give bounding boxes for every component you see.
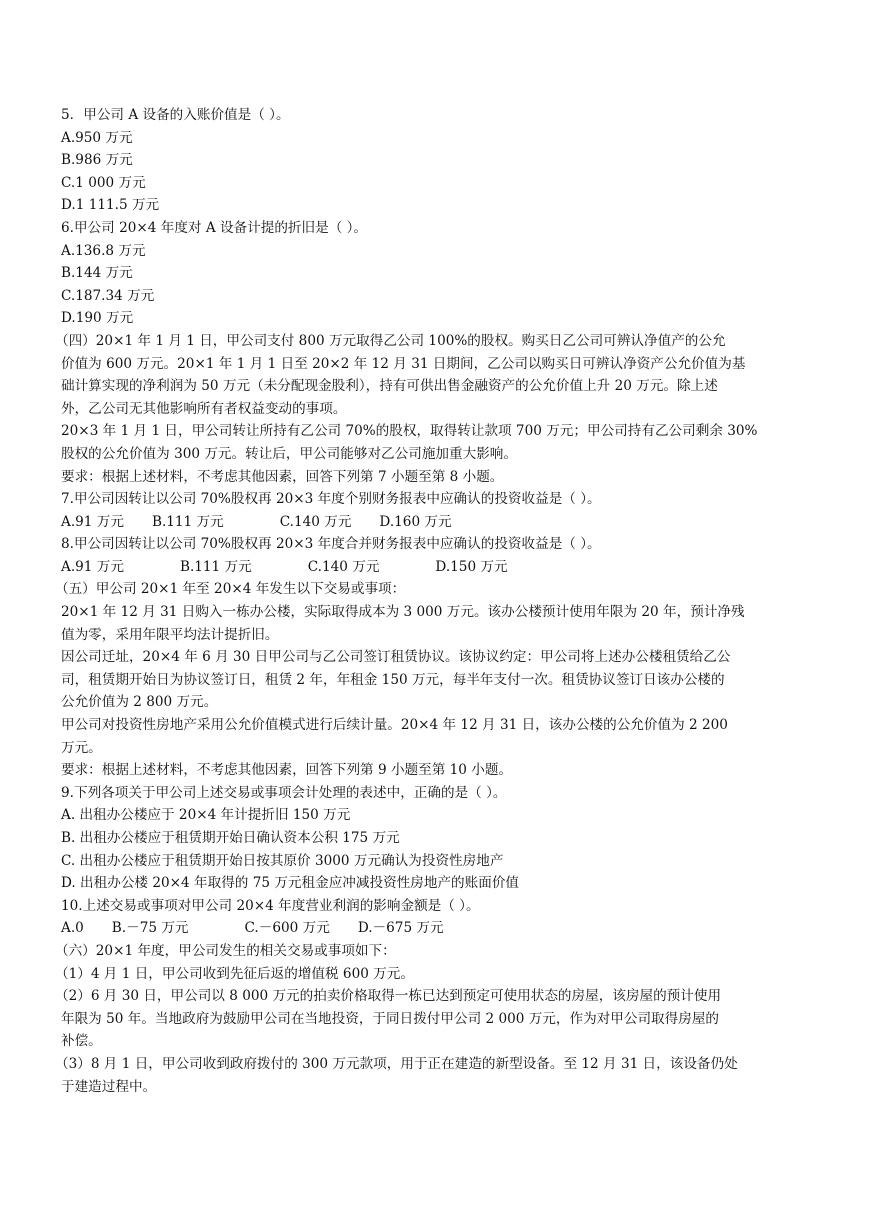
q7-option-b: B.111 万元 xyxy=(151,513,224,530)
q7-option-d: D.160 万元 xyxy=(379,513,452,530)
case-5-paragraph: 万元。 xyxy=(61,739,102,756)
q10-options xyxy=(61,917,801,940)
document-body xyxy=(55,104,801,1098)
case-6-item-1: （1）4 月 1 日，甲公司收到先征后返的增值税 600 万元。 xyxy=(55,965,414,982)
case-6-item-3: 于建造过程中。 xyxy=(61,1078,157,1095)
q6-option-b: B.144 万元 xyxy=(61,265,133,282)
case-4-paragraph: 外，乙公司无其他影响所有者权益变动的事项。 xyxy=(61,400,347,417)
case-4-paragraph: 股权的公允价值为 300 万元。转让后，甲公司能够对乙公司施加重大影响。 xyxy=(61,445,517,462)
case-4-paragraph: 价值为 600 万元。20×1 年 1 月 1 日至 20×2 年 12 月 31 日期间，乙公司以购买日可辨认净资产公允价值为基 xyxy=(61,355,746,372)
q10-option-c: C.－600 万元 xyxy=(244,920,330,937)
q6-option-a: A.136.8 万元 xyxy=(61,242,146,259)
q7-option-c: C.140 万元 xyxy=(279,513,352,530)
q5-option-c: C.1 000 万元 xyxy=(61,174,146,191)
case-4-requirement: 要求：根据上述材料，不考虑其他因素，回答下列第 7 小题至第 8 小题。 xyxy=(61,468,504,485)
q7-options xyxy=(61,511,801,534)
q5-option-a: A.950 万元 xyxy=(61,129,133,146)
q8-option-d: D.150 万元 xyxy=(435,558,508,575)
q5-option-d: D.1 111.5 万元 xyxy=(61,197,160,214)
case-5-paragraph: 20×1 年 12 月 31 日购入一栋办公楼，实际取得成本为 3 000 万元。该办公楼预计使用年限为 20 年，预计净残 xyxy=(61,604,745,621)
question-5: 5．甲公司 A 设备的入账价值是（ ）。 xyxy=(61,107,290,123)
case-6-item-2: 补偿。 xyxy=(61,1033,102,1050)
case-5-paragraph: 值为零，采用年限平均法计提折旧。 xyxy=(61,626,279,643)
case-6-item-2: 年限为 50 年。当地政府为鼓励甲公司在当地投资，于同日拨付甲公司 2 000 万元，作为对甲公司取得房屋的 xyxy=(61,1010,720,1027)
q9-option-a: A. 出租办公楼应于 20×4 年计提折旧 150 万元 xyxy=(61,807,351,824)
case-6-heading: （六）20×1 年度，甲公司发生的相关交易或事项如下： xyxy=(55,942,396,959)
case-5-requirement: 要求：根据上述材料，不考虑其他因素，回答下列第 9 小题至第 10 小题。 xyxy=(61,762,513,779)
q8-option-c: C.140 万元 xyxy=(307,558,380,575)
case-5-paragraph: 甲公司对投资性房地产采用公允价值模式进行后续计量。20×4 年 12 月 31 日，该办公楼的公允价值为 2 200 xyxy=(61,717,728,734)
q8-option-b: B.111 万元 xyxy=(179,558,252,575)
case-4-paragraph: 20×3 年 1 月 1 日，甲公司转让所持有乙公司 70%的股权，取得转让款项 700 万元；甲公司持有乙公司剩余 30% xyxy=(61,423,758,440)
q6-option-d: D.190 万元 xyxy=(61,310,134,327)
case-4-paragraph: （四）20×1 年 1 月 1 日，甲公司支付 800 万元取得乙公司 100%的股权。购买日乙公司可辨认净值产的公允 xyxy=(55,332,726,349)
q5-option-b: B.986 万元 xyxy=(61,152,133,169)
q8-options xyxy=(61,556,801,579)
case-6-item-3: （3）8 月 1 日，甲公司收到政府拨付的 300 万元款项，用于正在建造的新型设备。至 12 月 31 日，该设备仍处 xyxy=(55,1055,738,1072)
q8-option-a: A.91 万元 xyxy=(61,558,124,575)
case-6-item-2: （2）6 月 30 日，甲公司以 8 000 万元的拍卖价格取得一栋已达到预定可使用状态的房屋，该房屋的预计使用 xyxy=(55,988,722,1005)
case-5-paragraph: 司，租赁期开始日为协议签订日，租赁 2 年，年租金 150 万元，每半年支付一次。租赁协议签订日该办公楼的 xyxy=(61,671,725,688)
case-5-heading: （五）甲公司 20×1 年至 20×4 年发生以下交易或事项： xyxy=(55,581,406,598)
q7-option-a: A.91 万元 xyxy=(61,513,124,530)
q9-option-c: C. 出租办公楼应于租赁期开始日按其原价 3000 万元确认为投资性房地产 xyxy=(61,852,504,869)
question-10: 10.上述交易或事项对甲公司 20×4 年度营业利润的影响金额是（ ）。 xyxy=(61,897,480,914)
case-5-paragraph: 因公司迁址，20×4 年 6 月 30 日甲公司与乙公司签订租赁协议。该协议约定：甲公司将上述办公楼租赁给乙公 xyxy=(61,649,731,666)
q9-option-b: B. 出租办公楼应于租赁期开始日确认资本公积 175 万元 xyxy=(61,830,400,846)
question-9: 9.下列各项关于甲公司上述交易或事项会计处理的表述中，正确的是（ ）。 xyxy=(61,784,507,801)
q10-option-a: A.0 xyxy=(61,920,84,937)
case-4-paragraph: 础计算实现的净利润为 50 万元（未分配现金股利），持有可供出售金融资产的公允价值上升 20 万元。除上述 xyxy=(61,378,718,395)
q9-option-d: D. 出租办公楼 20×4 年取得的 75 万元租金应冲减投资性房地产的账面价值 xyxy=(61,875,520,892)
question-7: 7.甲公司因转让以公司 70%股权再 20×3 年度个别财务报表中应确认的投资收益是（ ）。 xyxy=(61,491,601,508)
case-5-paragraph: 公允价值为 2 800 万元。 xyxy=(61,694,218,711)
q6-option-c: C.187.34 万元 xyxy=(61,287,155,304)
q10-option-d: D.－675 万元 xyxy=(357,920,444,937)
q10-option-b: B.－75 万元 xyxy=(111,920,189,937)
question-8: 8.甲公司因转让以公司 70%股权再 20×3 年度合并财务报表中应确认的投资收益是（ ）。 xyxy=(61,536,601,553)
question-6: 6.甲公司 20×4 年度对 A 设备计提的折旧是（ ）。 xyxy=(61,219,368,236)
